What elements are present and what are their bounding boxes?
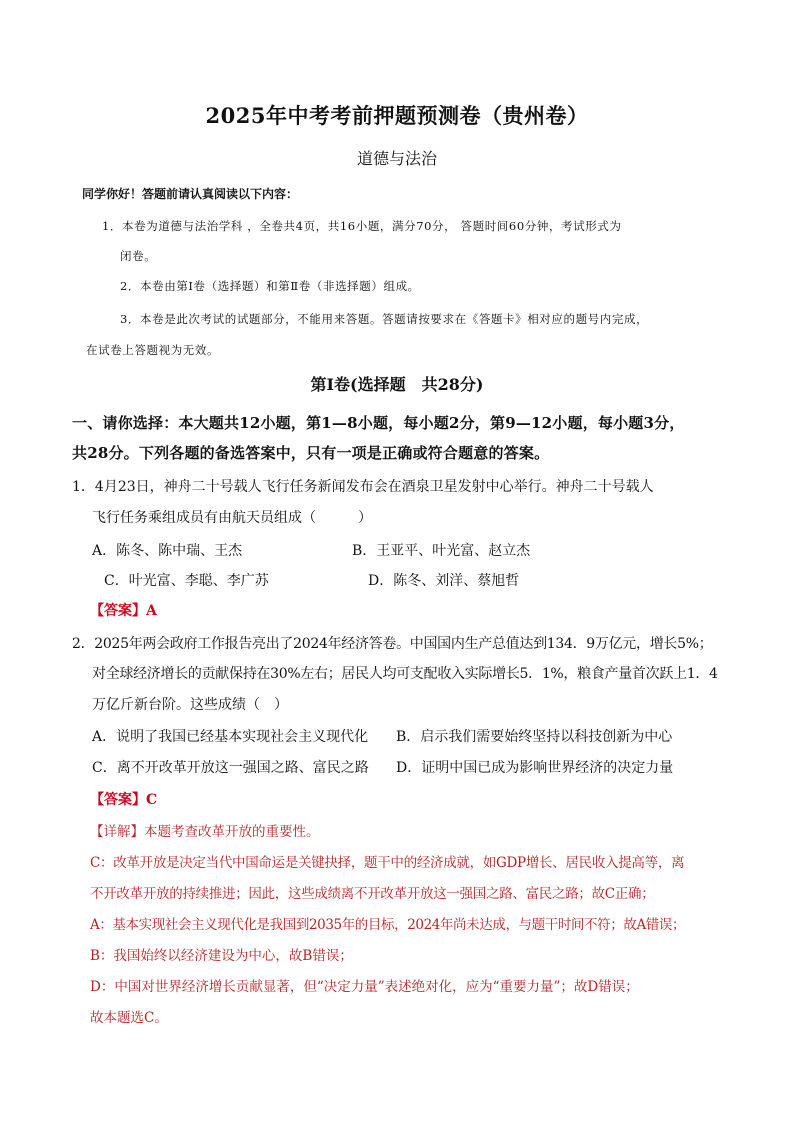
question-2-detail-heading: 【详解】本题考查改革开放的重要性。 [90,824,320,840]
question-1-option-d: D．陈冬、刘洋、蔡旭哲 [368,573,520,589]
question-2-detail-conclusion: 故本题选C。 [90,1010,168,1026]
notice-item-2: 2．本卷由第Ⅰ卷（选择题）和第Ⅱ卷（非选择题）组成。 [120,279,420,293]
question-2-detail-b: B：我国始终以经济建设为中心，故B错误； [90,948,353,964]
question-2-line1: 2．2025年两会政府工作报告亮出了2024年经济答卷。中国国内生产总值达到134．9万亿元，增长5%； [72,636,713,652]
question-1-line1: 1．4月23日，神舟二十号载人飞行任务新闻发布会在酒泉卫星发射中心举行。神舟二十号载人 [72,479,654,495]
section-instruction-line2: 共28分。下列各题的备选答案中，只有一项是正确或符合题意的答案。 [72,444,550,462]
notice-item-1-line2: 闭卷。 [120,249,157,263]
section-title: 第Ⅰ卷(选择题 共28分) [310,375,484,394]
notice-item-3-line2: 在试卷上答题视为无效。 [86,343,220,357]
question-1-option-c: C．叶光富、李聪、李广苏 [104,573,269,589]
question-2-detail-d: D：中国对世界经济增长贡献显著，但“决定力量”表述绝对化，应为“重要力量”；故D错误； [90,979,639,995]
question-1-option-b: B．王亚平、叶光富、赵立杰 [352,543,531,559]
question-2-line2: 对全球经济增长的贡献保持在30%左右；居民人均可支配收入实际增长5．1%，粮食产量首次跃上1．4 [92,666,718,682]
question-2-option-c: C．离不开改革开放这一强国之路、富民之路 [92,760,369,776]
question-2-answer: 【答案】C [90,792,158,808]
question-2-detail-a: A：基本实现社会主义现代化是我国到2035年的目标，2024年尚未达成，与题干时间不符；故A错误； [90,917,686,933]
question-2-option-a: A．说明了我国已经基本实现社会主义现代化 [92,729,369,745]
question-1-line2: 飞行任务乘组成员有由航天员组成（ ） [92,510,372,526]
section-instruction-line1: 一、请你选择：本大题共12小题，第1—8小题，每小题2分，第9—12小题，每小题3分， [72,414,685,432]
question-1-answer: 【答案】A [90,603,157,619]
notice-item-1-line1: 1．本卷为道德与法治学科 ，全卷共4页，共16小题，满分70分， 答题时间60分钟，考试形式为 [102,219,622,233]
question-2-detail-c-line1: C：改革开放是决定当代中国命运是关键抉择，题干中的经济成就，如GDP增长、居民收入提高等，离 [90,855,685,871]
question-2-option-b: B．启示我们需要始终坚持以科技创新为中心 [396,729,673,745]
question-1-option-a: A．陈冬、陈中瑞、王杰 [92,543,243,559]
notice-item-3-line1: 3．本卷是此次考试的试题部分，不能用来答题。答题请按要求在《答题卡》相对应的题号内完成， [120,312,649,326]
subject-title: 道德与法治 [356,149,437,168]
question-2-option-d: D．证明中国已成为影响世界经济的决定力量 [396,760,674,776]
page-title: 2025年中考考前押题预测卷（贵州卷） [205,103,589,128]
question-2-line3: 万亿斤新台阶。这些成绩（ ） [92,697,288,713]
question-2-detail-c-line2: 不开改革开放的持续推进；因此，这些成绩离不开改革开放这一强国之路、富民之路；故C正确； [90,886,655,902]
notice-heading: 同学你好！答题前请认真阅读以下内容： [82,187,299,201]
